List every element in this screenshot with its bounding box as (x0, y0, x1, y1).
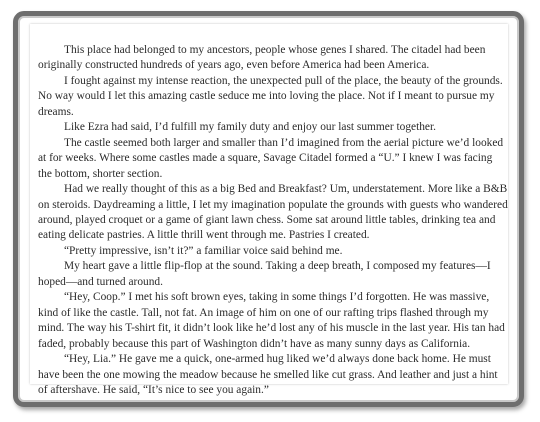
paragraph: My heart gave a little flip-flop at the sound. Taking a deep breath, I composed my features—I hoped—and turned around. (38, 260, 491, 288)
paragraph: “Hey, Lia.” He gave me a quick, one-armed hug liked we’d always done back home. He must have been the one mowing the meadow because he smelled like cut grass. And leather and just a hint of aftershave. He said, “It’s nice to see you again.” (38, 353, 498, 396)
paragraph: “Pretty impressive, isn’t it?” a familiar voice said behind me. (64, 244, 343, 257)
paragraph: I fought against my intense reaction, the unexpected pull of the place, the beauty of the grounds. No way would I let this amazing castle seduce me into loving the place. Not if I meant to pursue my dreams. (38, 74, 503, 118)
paragraph: This place had belonged to my ancestors, people whose genes I shared. The citadel had been originally constructed hundreds of years ago, even before America had been America. (38, 44, 486, 72)
paragraph: Had we really thought of this as a big Bed and Breakfast? Um, understatement. More like a B&B on steroids. Daydreaming a little, I let my imagination populate the grounds with guests who wandered around, played croquet or a game of giant lawn chess. Some sat around little tables, drinking tea and eating delicate pastries. A little thrill went through me. Pastries I created. (38, 183, 508, 242)
paragraph: “Hey, Coop.” I met his soft brown eyes, taking in some things I’d forgotten. He was massive, kind of like the castle. Tall, not fat. An image of him on one of our rafting trips flashed through my mind. The way his T-shirt fit, it didn’t look like he’d lost any of his muscle in the last year. His tan had faded, probably because this part of Washington didn’t have as many sunny days as California. (38, 291, 505, 350)
document-body (38, 43, 508, 398)
paragraph: Like Ezra had said, I’d fulfill my family duty and enjoy our last summer together. (64, 121, 436, 134)
paragraph: The castle seemed both larger and smaller than I’d imagined from the aerial picture we’d looked at for weeks. Where some castles made a square, Savage Citadel formed a “U.” I knew I was facing the bottom, shorter section. (38, 136, 504, 180)
